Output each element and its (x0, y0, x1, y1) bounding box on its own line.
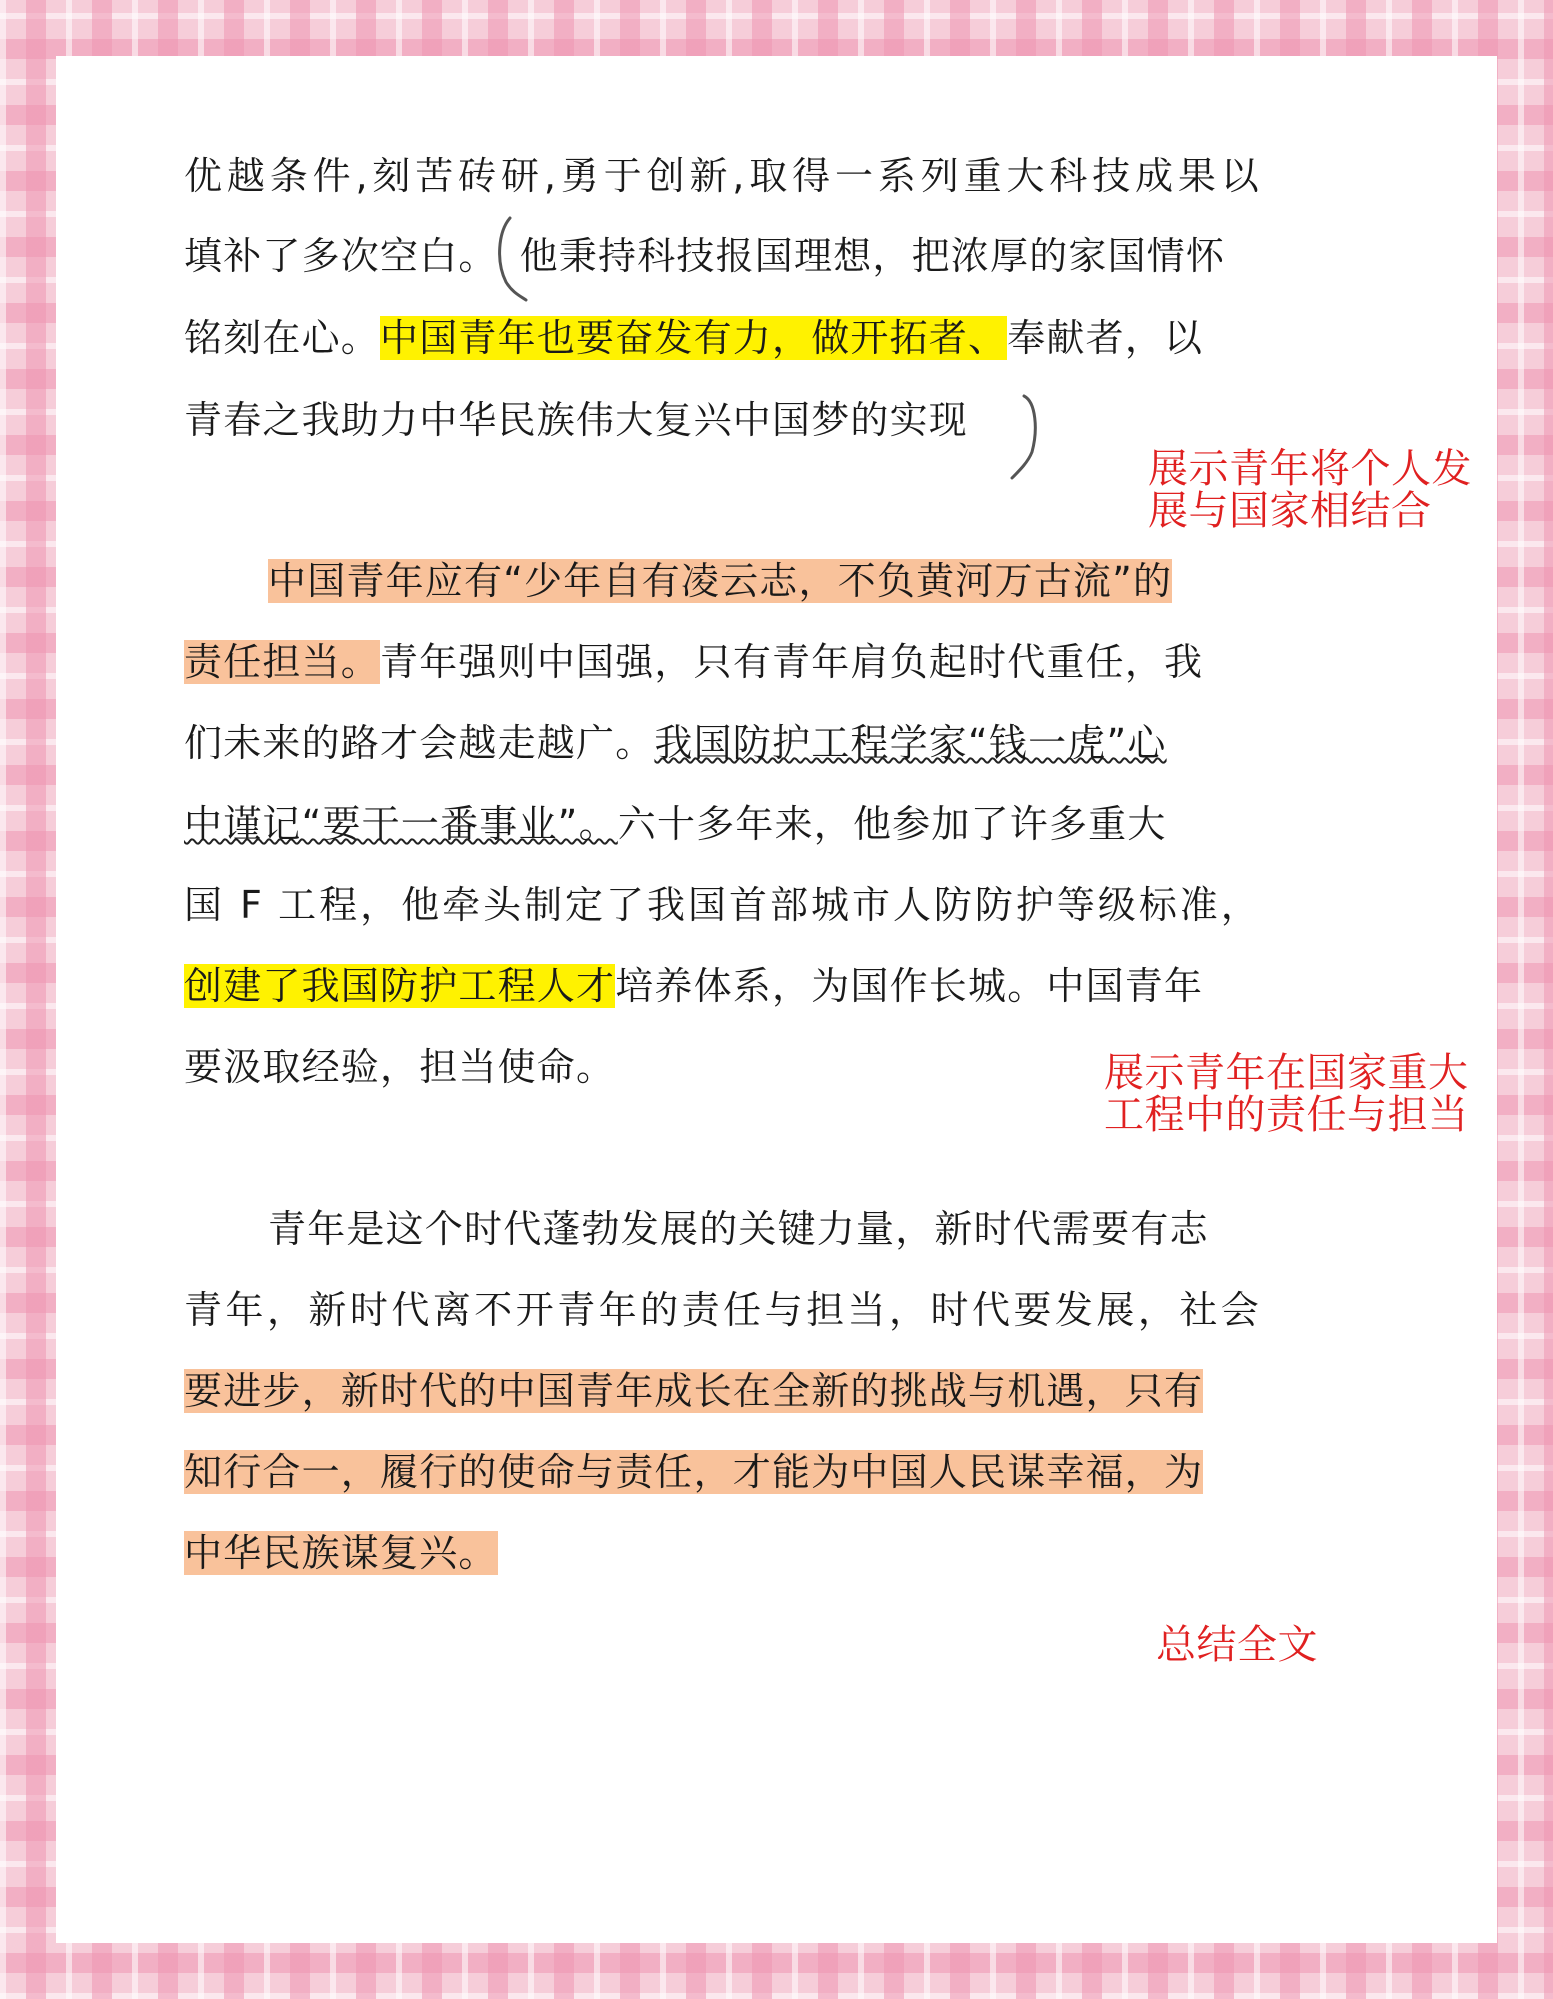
highlight-yellow-1: 中国青年也要奋发有力，做开拓者、 (380, 316, 1008, 360)
highlight-yellow-2: 创建了我国防护工程人才 (184, 964, 616, 1008)
p3-line-5 (184, 1521, 1260, 1585)
p2-line-6 (184, 954, 1260, 1018)
highlight-orange-4: 知行合一，履行的使命与责任，才能为中国人民谋幸福，为 (184, 1450, 1204, 1494)
wavy-underline-1: 我国防护工程学家“钱一虎”心 (654, 721, 1167, 765)
p3-line-3 (184, 1359, 1260, 1423)
p2-line-2 (184, 630, 1260, 694)
p3-line-1: 青年是这个时代蓬勃发展的关键力量，新时代需要有志 (268, 1207, 1209, 1251)
p1-line-2-a: 填补了多次空白。 (184, 234, 498, 278)
p1-line-3-c: 奉献者，以 (1007, 316, 1204, 360)
annotation-2 (1104, 1052, 1469, 1136)
p2-line-3-a: 们未来的路才会越走越广。 (184, 721, 655, 765)
p2-line-6-b: 培养体系，为国作长城。中国青年 (615, 964, 1204, 1008)
p1-line-1: 优越条件,刻苦砖研,勇于创新,取得一系列重大科技成果以 (184, 154, 1260, 198)
p2-line-5: 国 F 工程，他牵头制定了我国首部城市人防防护等级标准， (184, 883, 1260, 927)
highlight-orange-3: 要进步，新时代的中国青年成长在全新的挑战与机遇，只有 (184, 1369, 1204, 1413)
p1-line-3-a: 铭刻在心。 (184, 316, 381, 360)
annotation-3: 总结全文 (1156, 1622, 1318, 1668)
highlight-orange-5: 中华民族谋复兴。 (184, 1531, 498, 1575)
p2-line-3 (184, 711, 1260, 775)
p2-line-4 (184, 792, 1260, 856)
p1-line-4: 青春之我助力中华民族伟大复兴中国梦的实现 (184, 398, 969, 442)
p3-line-4 (184, 1440, 1260, 1504)
p2-line-7: 要汲取经验，担当使命。 (184, 1045, 616, 1089)
annotation-2-line-2: 工程中的责任与担当 (1104, 1092, 1469, 1138)
highlight-orange-2: 责任担当。 (184, 640, 381, 684)
highlight-orange-1: 中国青年应有“少年自有凌云志，不负黄河万古流”的 (268, 559, 1173, 603)
annotation-1-line-1: 展示青年将个人发 (1148, 446, 1472, 492)
p1-line-2-b: 他秉持科技报国理想，把浓厚的家国情怀 (519, 234, 1226, 278)
p2-line-4-b: 六十多年来，他参加了许多重大 (617, 802, 1167, 846)
p2-line-2-b: 青年强则中国强，只有青年肩负起时代重任，我 (380, 640, 1204, 684)
annotation-1-line-2: 展与国家相结合 (1148, 488, 1432, 534)
p2-line-1 (184, 549, 1260, 613)
annotation-2-line-1: 展示青年在国家重大 (1104, 1050, 1469, 1096)
wavy-underline-2: 中谨记“要干一番事业”。 (184, 802, 618, 846)
annotation-1 (1148, 448, 1472, 532)
p3-line-2: 青年，新时代离不开青年的责任与担当，时代要发展，社会 (184, 1288, 1260, 1332)
